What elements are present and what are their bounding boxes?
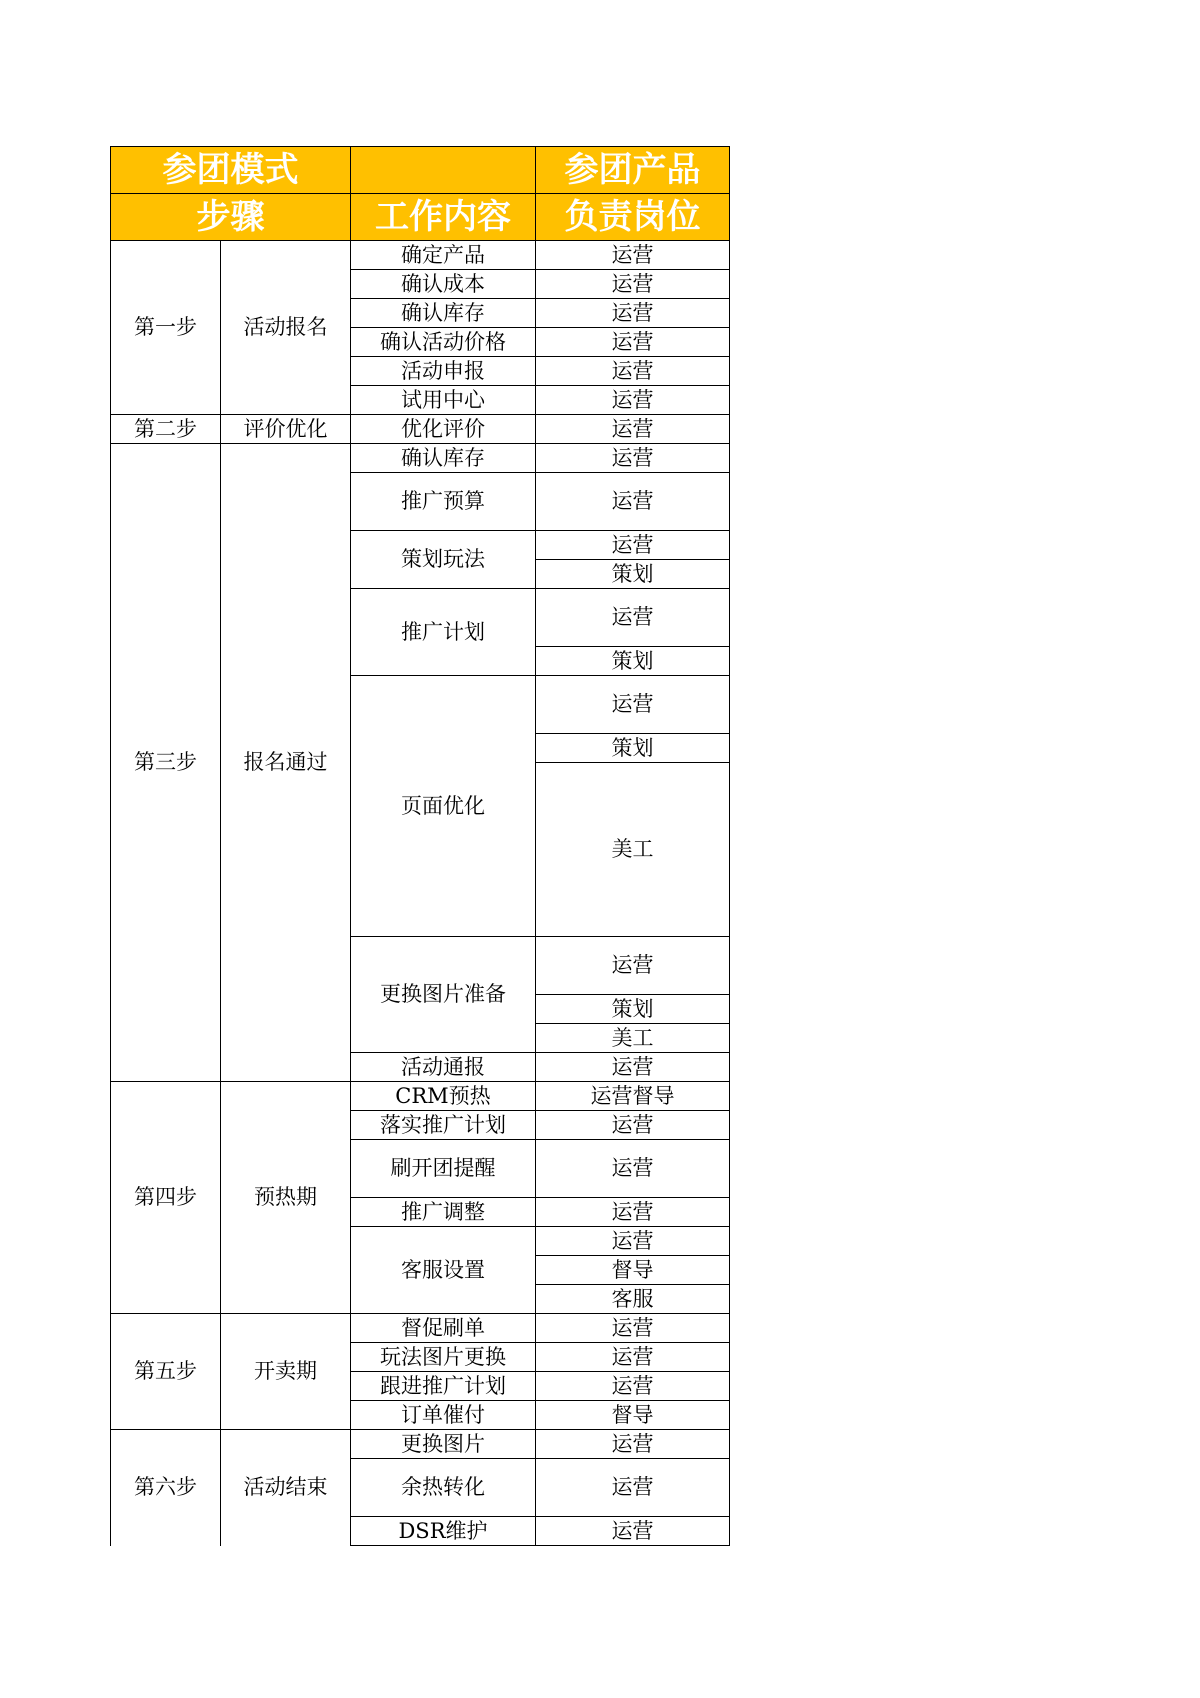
role-cell: 美工 xyxy=(536,763,730,937)
role-cell: 运营 xyxy=(536,1227,730,1256)
header-blank xyxy=(351,147,536,194)
phase-cell: 活动结束 xyxy=(221,1430,351,1546)
role-cell: 运营 xyxy=(536,937,730,995)
role-cell: 运营 xyxy=(536,1198,730,1227)
task-cell: 确认成本 xyxy=(351,270,536,299)
task-cell: 刷开团提醒 xyxy=(351,1140,536,1198)
task-cell: 更换图片准备 xyxy=(351,937,536,1053)
role-cell: 运营 xyxy=(536,386,730,415)
header-role: 负责岗位 xyxy=(536,194,730,241)
phase-cell: 预热期 xyxy=(221,1082,351,1314)
role-cell: 运营督导 xyxy=(536,1082,730,1111)
role-cell: 策划 xyxy=(536,734,730,763)
role-cell: 运营 xyxy=(536,531,730,560)
role-cell: 运营 xyxy=(536,1314,730,1343)
role-cell: 策划 xyxy=(536,647,730,676)
task-cell: 推广调整 xyxy=(351,1198,536,1227)
role-cell: 美工 xyxy=(536,1024,730,1053)
task-cell: 余热转化 xyxy=(351,1459,536,1517)
workflow-table xyxy=(110,146,730,1546)
task-cell: 策划玩法 xyxy=(351,531,536,589)
step-cell: 第四步 xyxy=(111,1082,221,1314)
task-cell: 跟进推广计划 xyxy=(351,1372,536,1401)
role-cell: 运营 xyxy=(536,1430,730,1459)
task-cell: 落实推广计划 xyxy=(351,1111,536,1140)
task-cell: 优化评价 xyxy=(351,415,536,444)
role-cell: 运营 xyxy=(536,1517,730,1546)
header-step: 步骤 xyxy=(111,194,351,241)
phase-cell: 活动报名 xyxy=(221,241,351,415)
phase-cell: 开卖期 xyxy=(221,1314,351,1430)
task-cell: 确认库存 xyxy=(351,444,536,473)
role-cell: 督导 xyxy=(536,1256,730,1285)
role-cell: 运营 xyxy=(536,328,730,357)
step-cell: 第二步 xyxy=(111,415,221,444)
header-product: 参团产品 xyxy=(536,147,730,194)
role-cell: 运营 xyxy=(536,1459,730,1517)
role-cell: 策划 xyxy=(536,560,730,589)
role-cell: 运营 xyxy=(536,1343,730,1372)
role-cell: 运营 xyxy=(536,241,730,270)
task-cell: DSR维护 xyxy=(351,1517,536,1546)
phase-cell: 评价优化 xyxy=(221,415,351,444)
task-cell: CRM预热 xyxy=(351,1082,536,1111)
role-cell: 运营 xyxy=(536,1053,730,1082)
role-cell: 运营 xyxy=(536,444,730,473)
task-cell: 确定产品 xyxy=(351,241,536,270)
task-cell: 客服设置 xyxy=(351,1227,536,1314)
task-cell: 督促刷单 xyxy=(351,1314,536,1343)
task-cell: 玩法图片更换 xyxy=(351,1343,536,1372)
task-cell: 确认活动价格 xyxy=(351,328,536,357)
role-cell: 运营 xyxy=(536,589,730,647)
role-cell: 运营 xyxy=(536,357,730,386)
task-cell: 推广预算 xyxy=(351,473,536,531)
task-cell: 试用中心 xyxy=(351,386,536,415)
step-cell: 第六步 xyxy=(111,1430,221,1546)
task-cell: 活动通报 xyxy=(351,1053,536,1082)
task-cell: 确认库存 xyxy=(351,299,536,328)
role-cell: 运营 xyxy=(536,1140,730,1198)
task-cell: 更换图片 xyxy=(351,1430,536,1459)
task-cell: 订单催付 xyxy=(351,1401,536,1430)
role-cell: 运营 xyxy=(536,676,730,734)
step-cell: 第一步 xyxy=(111,241,221,415)
step-cell: 第三步 xyxy=(111,444,221,1082)
role-cell: 运营 xyxy=(536,473,730,531)
role-cell: 策划 xyxy=(536,995,730,1024)
task-cell: 推广计划 xyxy=(351,589,536,676)
header-work: 工作内容 xyxy=(351,194,536,241)
role-cell: 客服 xyxy=(536,1285,730,1314)
role-cell: 运营 xyxy=(536,1372,730,1401)
task-cell: 活动申报 xyxy=(351,357,536,386)
role-cell: 督导 xyxy=(536,1401,730,1430)
role-cell: 运营 xyxy=(536,299,730,328)
role-cell: 运营 xyxy=(536,415,730,444)
step-cell: 第五步 xyxy=(111,1314,221,1430)
role-cell: 运营 xyxy=(536,1111,730,1140)
task-cell: 页面优化 xyxy=(351,676,536,937)
phase-cell: 报名通过 xyxy=(221,444,351,1082)
header-mode: 参团模式 xyxy=(111,147,351,194)
role-cell: 运营 xyxy=(536,270,730,299)
